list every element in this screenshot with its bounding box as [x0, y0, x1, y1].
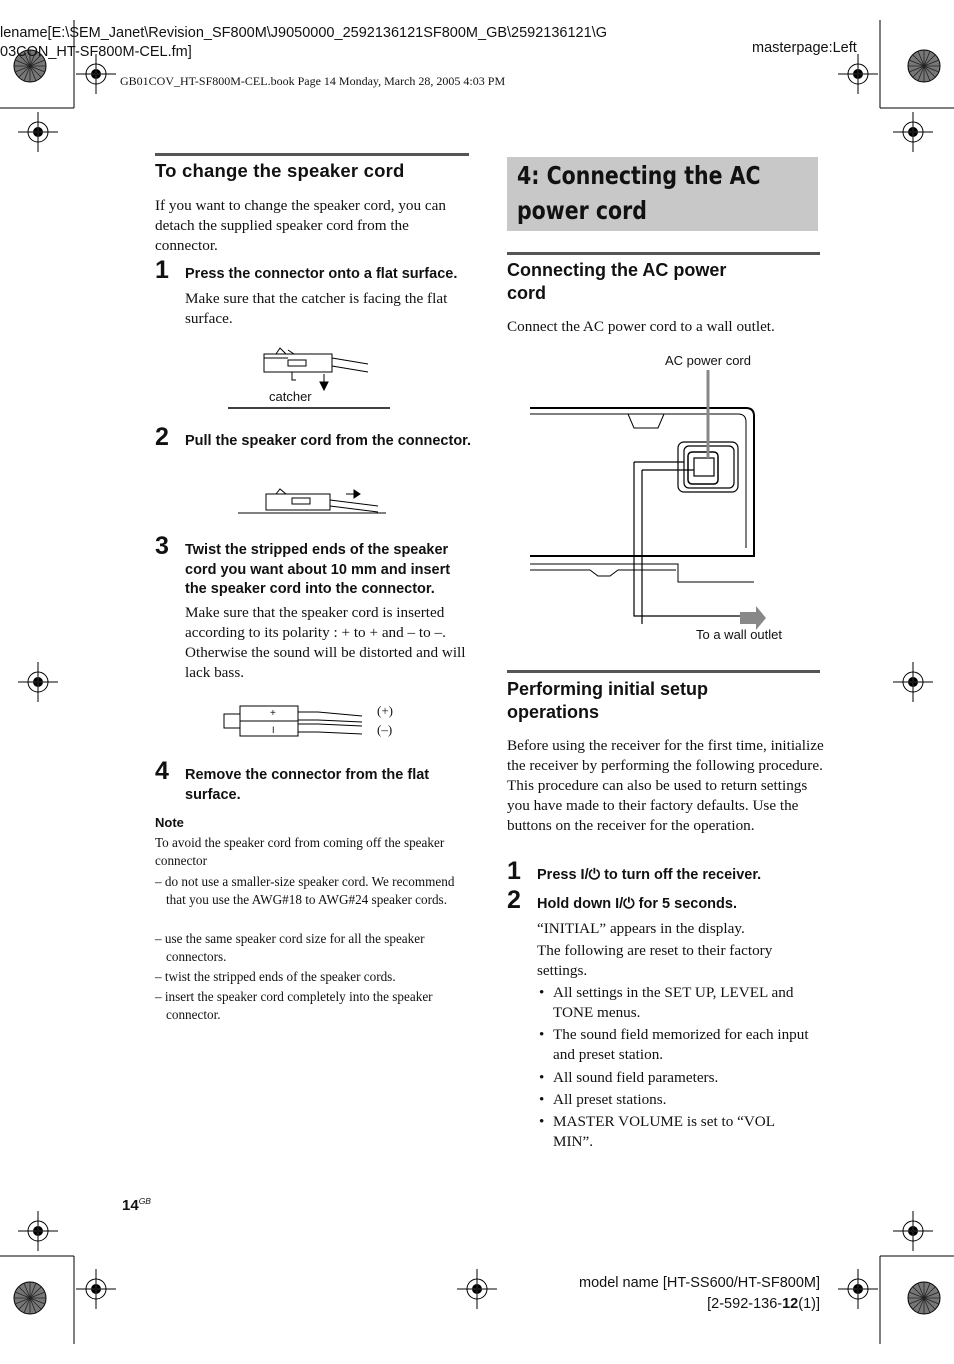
part-number-bold: 12: [782, 1296, 799, 1312]
catcher-label: catcher: [269, 389, 312, 404]
note-item: – use the same speaker cord size for all the speaker connectors.: [155, 931, 425, 964]
subsection-heading-line1: Performing initial setup: [507, 679, 709, 699]
ac-power-cord-label: AC power cord: [665, 353, 751, 368]
chapter-title-line2: power cord: [517, 196, 647, 225]
list-item-text: MASTER VOLUME is set to “VOL MIN”.: [553, 1113, 775, 1150]
polarity-plus-mark: +: [270, 708, 276, 719]
note-item: – insert the speaker cord completely into the speaker connector.: [155, 989, 433, 1022]
page-number-value: 14: [122, 1197, 139, 1214]
file-path-line2: 03CON_HT-SF800M-CEL.fm]: [0, 44, 192, 60]
part-number-pre: [2-592-136-: [707, 1296, 783, 1312]
step-body: The following are reset to their factory settings.: [537, 942, 773, 979]
step-number: 3: [155, 532, 169, 560]
connector-pull-figure: [238, 486, 388, 516]
left-section-rule: [155, 153, 469, 156]
page-number-suffix: GB: [138, 1196, 151, 1206]
list-item-text: All settings in the SET UP, LEVEL and TONE menus.: [553, 984, 794, 1021]
subsection-text: Before using the receiver for the first time, initialize the receiver by performing the following procedure. This procedure can also be used to return settings you have made to their factory defaults. Use the buttons on the receiver for the operation.: [507, 737, 824, 834]
note-item: – do not use a smaller-size speaker cord. We recommend that you use the AWG#18 to AWG#24 speaker cords.: [155, 874, 455, 907]
book-info: GB01COV_HT-SF800M-CEL.book Page 14 Monday, March 28, 2005 4:03 PM: [120, 74, 506, 88]
subsection-heading-line2: cord: [507, 283, 547, 303]
subsection-text: Connect the AC power cord to a wall outlet.: [507, 318, 775, 335]
masterpage-label: masterpage:Left: [752, 40, 857, 56]
polarity-minus-label: (–): [377, 722, 393, 737]
step-title: Press I/⏻ to turn off the receiver.: [537, 867, 762, 883]
note-item: – twist the stripped ends of the speaker cords.: [155, 969, 396, 984]
file-path-line1: lename[E:\SEM_Janet\Revision_SF800M\J9050000_2592136121SF800M_GB\2592136121\G: [0, 25, 607, 41]
step-title: Hold down I/⏻ for 5 seconds.: [537, 896, 737, 912]
step-number: 1: [507, 857, 521, 885]
step-body: Make sure that the catcher is facing the flat surface.: [185, 290, 448, 327]
polarity-minus-mark: I: [272, 725, 275, 735]
subsection-heading-line1: Connecting the AC power: [507, 260, 727, 280]
step-number: 4: [155, 757, 169, 785]
left-heading: To change the speaker cord: [155, 160, 405, 181]
step-title: Remove the connector from the flat surface.: [185, 767, 430, 803]
list-item: • All sound field parameters.: [539, 1069, 719, 1086]
ac-cord-figure: [528, 370, 768, 632]
chapter-title: [517, 158, 763, 228]
step-body: “INITIAL” appears in the display.: [537, 920, 745, 937]
list-item-text: The sound field memorized for each input and preset station.: [553, 1026, 809, 1063]
note-heading: Note: [155, 815, 184, 830]
polarity-plus-label: (+): [377, 703, 393, 718]
list-item-text: All sound field parameters.: [553, 1069, 719, 1086]
file-path: [0, 24, 607, 62]
subsection-heading: [507, 259, 820, 305]
list-item-text: All preset stations.: [553, 1091, 667, 1108]
part-number-post: (1)]: [798, 1296, 820, 1312]
step-number: 2: [155, 423, 169, 451]
list-item: • All settings in the SET UP, LEVEL and TONE menus.: [539, 984, 794, 1021]
page-number: [122, 1196, 151, 1214]
right-section-rule-1: [507, 252, 820, 255]
step-title: Twist the stripped ends of the speaker cord you want about 10 mm and insert the speaker cord into the connector.: [185, 542, 451, 597]
list-item: • The sound field memorized for each input and preset station.: [539, 1026, 809, 1063]
step-number: 2: [507, 886, 521, 914]
subsection-heading-line2: operations: [507, 702, 600, 722]
model-name: model name [HT-SS600/HT-SF800M]: [579, 1275, 820, 1291]
subsection-heading: [507, 678, 820, 724]
step-title: Press the connector onto a flat surface.: [185, 266, 458, 282]
step-title: Pull the speaker cord from the connector.: [185, 433, 472, 449]
left-intro: If you want to change the speaker cord, you can detach the supplied speaker cord from the connector.: [155, 197, 446, 254]
polarity-figure: [222, 702, 382, 744]
step-body: Make sure that the speaker cord is inserted according to its polarity : + to + and – to –. Otherwise the sound will be distorted and will lack bass.: [185, 604, 466, 681]
wall-outlet-label: To a wall outlet: [696, 627, 782, 642]
note-intro: To avoid the speaker cord from coming off the speaker connector: [155, 835, 445, 868]
chapter-title-line1: 4: Connecting the AC: [517, 161, 761, 190]
right-section-rule-2: [507, 670, 820, 673]
model-info: [579, 1273, 820, 1315]
list-item: • MASTER VOLUME is set to “VOL MIN”.: [539, 1113, 775, 1150]
step-number: 1: [155, 256, 169, 284]
list-item: • All preset stations.: [539, 1091, 667, 1108]
